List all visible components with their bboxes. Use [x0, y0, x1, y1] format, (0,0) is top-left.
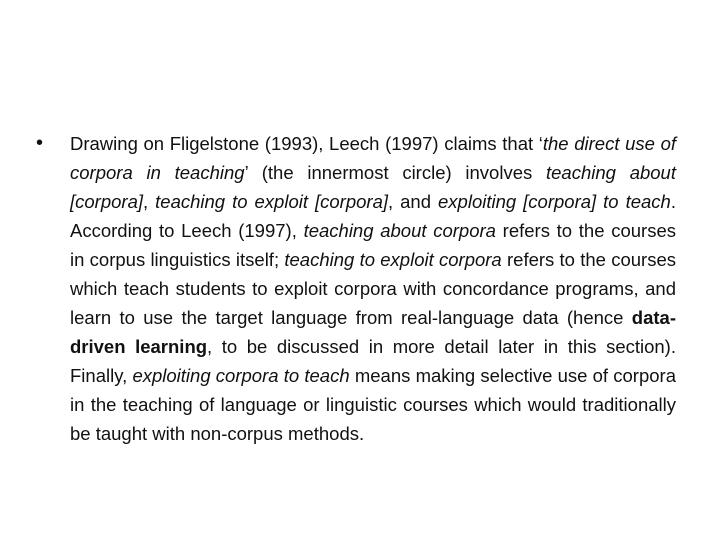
text-run: , to be discussed in more detail later in this section). Finally,: [70, 336, 676, 386]
text-run: . According to Leech (1997),: [70, 191, 676, 241]
italic-phrase: exploiting [corpora] to teach: [438, 191, 671, 212]
italic-phrase: teaching to exploit corpora: [284, 249, 502, 270]
text-run: refers to the courses in corpus linguistics itself;: [70, 220, 676, 270]
bullet-icon: •: [36, 132, 44, 154]
italic-phrase: teaching about corpora: [303, 220, 496, 241]
italic-phrase: teaching about [corpora]: [70, 162, 676, 212]
text-run: ,: [143, 191, 156, 212]
bold-term: data-driven learning: [70, 307, 676, 357]
text-run: ’ (the innermost circle) involves: [244, 162, 546, 183]
italic-phrase: exploiting corpora to teach: [132, 365, 350, 386]
bullet-paragraph: [70, 129, 676, 448]
text-run: means making selective use of corpora in the teaching of language or linguistic courses which would traditionally be taught with non-corpus methods.: [70, 365, 676, 444]
text-run: , and: [388, 191, 438, 212]
text-run: Drawing on Fligelstone (1993), Leech (1997) claims that ‘: [70, 133, 543, 154]
text-run: refers to the courses which teach students to exploit corpora with concordance programs, and learn to use the target language from real-language data (hence: [70, 249, 676, 328]
italic-phrase: teaching to exploit [corpora]: [155, 191, 388, 212]
bullet-item: [36, 129, 676, 448]
italic-phrase: the direct use of corpora in teaching: [70, 133, 676, 183]
